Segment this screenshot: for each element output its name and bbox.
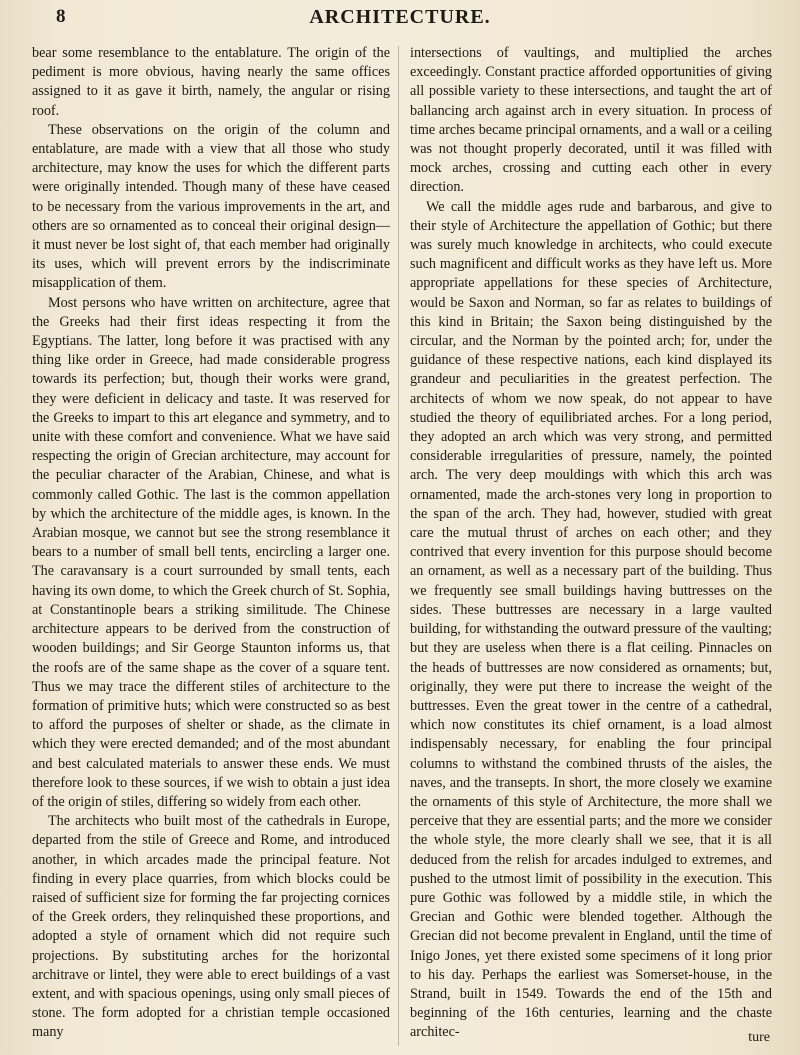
paragraph: These observations on the origin of the column and entablature, are made with a view that all those who study architecture, may know the uses for which the different parts were originally intended. Though many of these have ceased to be necessary from the various improvements in the art, and others are so ornamented as to conceal their original design—it must never be lost sight of, that each member had originally its uses, which will prevent errors by the indiscriminate misapplication of them. [32,121,390,292]
paragraph: The architects who built most of the cathedrals in Europe, departed from the stile of Greece and Rome, and introduced another, in which arcades made the principal feature. Not finding in every place quarries, from which blocks could be raised of sufficient size for forming the far projecting cornices of the Greek orders, they relinquished these proportions, and adopted a style of ornament which did not require such projections. By substituting arches for the horizontal architrave or lintel, they were able to erect buildings of a vast extent, and with spacious openings, using only small pieces of stone. The form adopted for a christian temple occasioned many [32,813,390,1041]
page-number: 8 [56,6,66,27]
paragraph: Most persons who have written on architecture, agree that the Greeks had their first ideas respecting it from the Egyptians. The latter, long before it was practised with any thing like order in Greece, had made considerable progress towards its perfection; but, though their works were grand, they were deficient in delicacy and taste. It was reserved for the Greeks to impart to this art elegance and symmetry, and to unite with these comfort and convenience. What we have said respecting the origin of Grecian architecture, may account for the peculiar character of the Arabian, Chinese, and what is commonly called Gothic. The last is the common appellation by which the architecture of the middle ages, is known. In the Arabian mosque, we cannot but see the strong resemblance it bears to a number of small bell tents, encircling a larger one. The caravansary is a court surrounded by small tents, each having its own dome, to which the Greek church of St. Sophia, at Constantinople bears a striking similitude. The Chinese architecture appears to be derived from the construction of wooden buildings; and Sir George Staunton informs us, that the roofs are of the same shape as the cover of a square tent. Thus we may trace the different stiles of architecture to the formation of primitive huts; which were constructed so as best to afford the purposes of shelter or shade, as the climate in which they were erected demanded; and of the most abundant and best calculated materials to answer these ends. We must therefore look to these sources, if we wish to obtain a just idea of the origin of stiles, differing so widely from each other. [32,294,390,810]
left-column [32,44,390,1043]
right-column [410,44,772,1043]
column-divider [398,46,399,1046]
catchword: ture [748,1030,770,1045]
paragraph: intersections of vaultings, and multiplied the arches exceedingly. Constant practice afforded opportunities of giving all possible variety to these intersections, and taught the art of ballancing arch against arch in every situation. In process of time arches became principal ornaments, and a wall or a ceiling was not thought properly decorated, until it was filled with mock arches, crossing and cutting each other in every direction. [410,45,772,196]
paragraph: We call the middle ages rude and barbarous, and give to their style of Architecture the appellation of Gothic; but there was surely much knowledge in architects, who could execute such magnificent and difficult works as they have left us. More appropriate appellations for these species of Architecture, would be Saxon and Norman, so far as relates to buildings of this kind in Britain; the Saxon being distinguished by the circular, and the Norman by the pointed arch; for, under the guidance of these respective nations, each kind displayed its grandeur and peculiarities in the greatest perfection. The architects of whom we now speak, do not appear to have studied the theory of equilibriated arches. For a long period, they adopted an arch which was very strong, and permitted considerable irregularities of pressure, namely, the pointed arch. The very deep mouldings with which this arch was ornamented, made the arch-stones very long in proportion to the span of the arch. They had, however, studied with great care the mutual thrust of arches on each other; and they contrived that every invention for this purpose should become an ornament, as well as a necessary part of the building. Thus we frequently see small buildings having buttresses on the sides. These buttresses are necessary in a large vaulted building, for withstanding the outward pressure of the vaulting; but they are useless when there is a flat ceiling. Pinnacles on the heads of buttresses are now considered as ornaments; but, originally, they were put there to increase the weight of the buttresses. Even the great tower in the centre of a cathedral, which now constitutes its chief ornament, is a load almost indispensably necessary, for enabling the four principal columns to withstand the combined thrusts of the aisles, the naves, and the transepts. In short, the more closely we examine the ornaments of this style of Architecture, the more shall we perceive that they are essential parts; and the more we consider the whole style, the more clearly shall we see, that it is all deduced from the relish for arcades indulged to extremes, and pushed to the utmost limit of possibility in the execution. This pure Gothic was followed by a middle stile, in which the Grecian and Gothic were blended together. Although the Grecian did not become prevalent in England, until the time of Inigo Jones, yet there existed some specimens of it long prior to his day. Perhaps the earliest was Somerset-house, in the Strand, built in 1549. Towards the end of the 15th and beginning of the 16th centuries, learning and the chaste architec- [410,198,772,1041]
running-title: ARCHITECTURE. [309,6,491,28]
page-header [0,6,800,36]
paragraph: bear some resemblance to the entablature. The origin of the pediment is more obvious, having nearly the same offices assigned to it as gave it birth, namely, the angular or rising roof. [32,45,390,119]
